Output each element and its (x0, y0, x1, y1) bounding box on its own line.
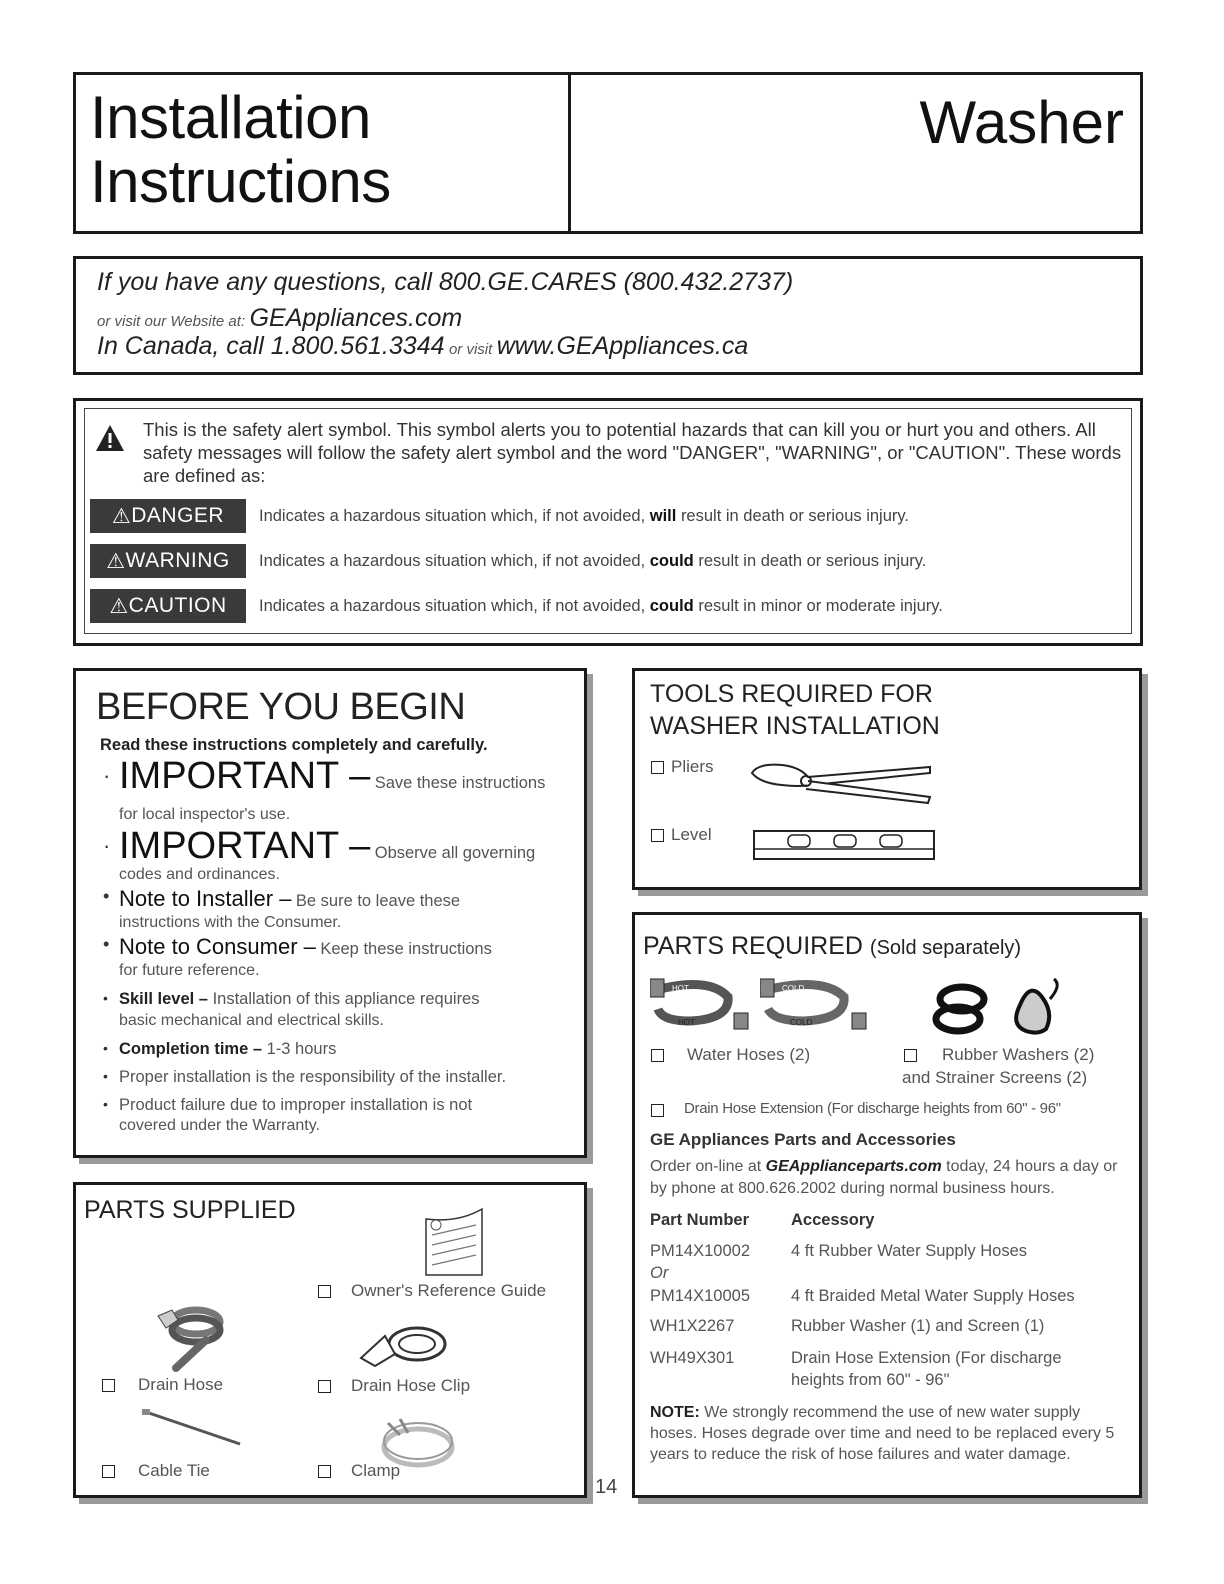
bullet-product-failure: • Product failure due to improper installation is not (103, 1096, 473, 1114)
drain-hose-clip-checkbox[interactable] (318, 1380, 331, 1393)
hose-hot-label: HOT (672, 984, 689, 993)
warning-label: WARNING (125, 549, 230, 572)
parts-required-title: PARTS REQUIRED (Sold separately) (643, 932, 1022, 960)
pliers-label: Pliers (671, 757, 714, 776)
safety-intro: This is the safety alert symbol. This symbol alerts you to potential hazards that can kill you or hurt you and others. All safety messages will follow the safety alert symbol and the word "DANGER", "WARNING", or "CAUTION". These words are defined as: (143, 419, 1122, 486)
hose-hot-label: HOT (678, 1018, 695, 1027)
level-icon (752, 827, 937, 863)
warning-signal (90, 544, 246, 578)
contact-website (97, 304, 462, 333)
drain-hose-icon (150, 1300, 230, 1372)
product-title: Washer (919, 89, 1124, 156)
part-number-cell: PM14X10005 (650, 1287, 750, 1305)
canada-or-visit: or visit (448, 341, 493, 358)
cold-water-hose-icon (760, 975, 870, 1031)
bullet-note-installer-cont: instructions with the Consumer. (119, 914, 342, 931)
bullet-note-consumer: • Note to Consumer – Keep these instructions (103, 934, 492, 959)
website-prefix: or visit our Website at: (97, 313, 246, 330)
canada-website-link[interactable]: www.GEAppliances.ca (496, 332, 749, 360)
col-accessory: Accessory (791, 1211, 875, 1229)
warning-description: Indicates a hazardous situation which, if not avoided, could result in death or serious injury. (259, 552, 927, 570)
drain-ext-label: Drain Hose Extension (For discharge heights from 60" - 96" (684, 1100, 1061, 1117)
before-subtitle: Read these instructions completely and carefully. (100, 736, 488, 754)
level-checkbox[interactable] (651, 829, 664, 842)
warning-triangle-icon: ⚠ (109, 594, 129, 618)
caution-label: CAUTION (128, 594, 227, 617)
part-or: Or (650, 1264, 669, 1282)
ge-parts-link[interactable]: GEApplianceparts.com (765, 1158, 942, 1175)
bullet-important-1: · IMPORTANT – Save these instructions (103, 755, 546, 797)
caution-signal (90, 589, 246, 623)
drain-hose-clip-icon (355, 1322, 455, 1372)
accessory-cell-cont: heights from 60" - 96" (791, 1371, 950, 1389)
hose-cold-label: COLD (790, 1018, 813, 1027)
rubber-washers-label: Rubber Washers (2) (942, 1045, 1095, 1064)
part-number-cell: PM14X10002 (650, 1242, 750, 1260)
owners-guide-icon (418, 1205, 490, 1281)
col-part-number: Part Number (650, 1211, 750, 1229)
water-hoses-label: Water Hoses (2) (687, 1045, 811, 1064)
title-line1: Installation (90, 84, 371, 151)
danger-label: DANGER (131, 504, 225, 527)
owners-guide-label: Owner's Reference Guide (351, 1281, 547, 1300)
drain-ext-checkbox[interactable] (651, 1104, 664, 1117)
accessory-cell: Drain Hose Extension (For discharge (791, 1349, 1062, 1367)
rubber-washers-cont: and Strainer Screens (2) (902, 1068, 1088, 1087)
accessory-cell: 4 ft Braided Metal Water Supply Hoses (791, 1287, 1075, 1305)
hose-cold-label: COLD (782, 984, 805, 993)
danger-signal (90, 499, 246, 533)
level-label: Level (671, 825, 712, 844)
bullet-skill-level-cont: basic mechanical and electrical skills. (119, 1012, 384, 1029)
pliers-checkbox[interactable] (651, 761, 664, 774)
cable-tie-checkbox[interactable] (102, 1465, 115, 1478)
part-number-cell: WH1X2267 (650, 1317, 735, 1335)
cable-tie-icon (140, 1408, 250, 1448)
ge-parts-title: GE Appliances Parts and Accessories (650, 1130, 956, 1149)
bullet-product-failure-cont: covered under the Warranty. (119, 1117, 320, 1134)
drain-hose-checkbox[interactable] (102, 1379, 115, 1392)
caution-description: Indicates a hazardous situation which, if not avoided, could result in minor or moderate injury. (259, 597, 943, 615)
hot-water-hose-icon (650, 975, 750, 1031)
bullet-important-1-cont: for local inspector's use. (119, 806, 291, 823)
ge-parts-text: Order on-line at GEApplianceparts.com today, 24 hours a day or by phone at 800.626.2002 during normal business hours. (650, 1158, 1118, 1197)
hose-note: NOTE: We strongly recommend the use of new water supply hoses. Hoses degrade over time and need to be replaced every 5 years to reduce the risk of hose failures and water damage. (650, 1404, 1115, 1463)
bullet-proper-install: • Proper installation is the responsibility of the installer. (103, 1068, 507, 1086)
canada-phone: In Canada, call 1.800.561.3344 (97, 332, 445, 360)
bullet-completion-time: • Completion time – 1-3 hours (103, 1040, 337, 1058)
bullet-note-installer: • Note to Installer – Be sure to leave these (103, 886, 461, 911)
drain-hose-label: Drain Hose (138, 1375, 224, 1394)
bullet-important-2: · IMPORTANT – Observe all governing (103, 825, 536, 867)
warning-triangle-icon: ⚠ (111, 504, 132, 528)
safety-alert-icon (95, 424, 125, 452)
clamp-checkbox[interactable] (318, 1465, 331, 1478)
contact-canada (97, 332, 748, 361)
rubber-washer-strainer-icon (930, 975, 1070, 1039)
accessory-cell: Rubber Washer (1) and Screen (1) (791, 1317, 1045, 1335)
rubber-washers-checkbox[interactable] (904, 1049, 917, 1062)
clamp-label: Clamp (351, 1461, 401, 1480)
bullet-important-2-cont: codes and ordinances. (119, 866, 280, 883)
bullet-skill-level: • Skill level – Installation of this appliance requires (103, 990, 480, 1008)
before-title: BEFORE YOU BEGIN (96, 686, 466, 728)
owners-guide-checkbox[interactable] (318, 1285, 331, 1298)
page-number: 14 (595, 1476, 618, 1498)
pliers-icon (748, 757, 933, 805)
title-line2: Instructions (90, 148, 391, 215)
tools-title-line2: WASHER INSTALLATION (650, 712, 940, 740)
cable-tie-label: Cable Tie (138, 1461, 210, 1480)
header-divider (568, 72, 571, 234)
bullet-note-consumer-cont: for future reference. (119, 962, 260, 979)
contact-phone: If you have any questions, call 800.GE.CARES (800.432.2737) (97, 268, 794, 296)
part-number-cell: WH49X301 (650, 1349, 735, 1367)
drain-hose-clip-label: Drain Hose Clip (351, 1376, 471, 1395)
warning-triangle-icon: ⚠ (106, 549, 126, 573)
water-hoses-checkbox[interactable] (651, 1049, 664, 1062)
danger-description: Indicates a hazardous situation which, if not avoided, will result in death or serious injury. (259, 507, 909, 525)
accessory-cell: 4 ft Rubber Water Supply Hoses (791, 1242, 1027, 1260)
tools-title-line1: TOOLS REQUIRED FOR (650, 680, 933, 708)
website-link[interactable]: GEAppliances.com (249, 304, 463, 332)
parts-supplied-title: PARTS SUPPLIED (84, 1196, 296, 1224)
